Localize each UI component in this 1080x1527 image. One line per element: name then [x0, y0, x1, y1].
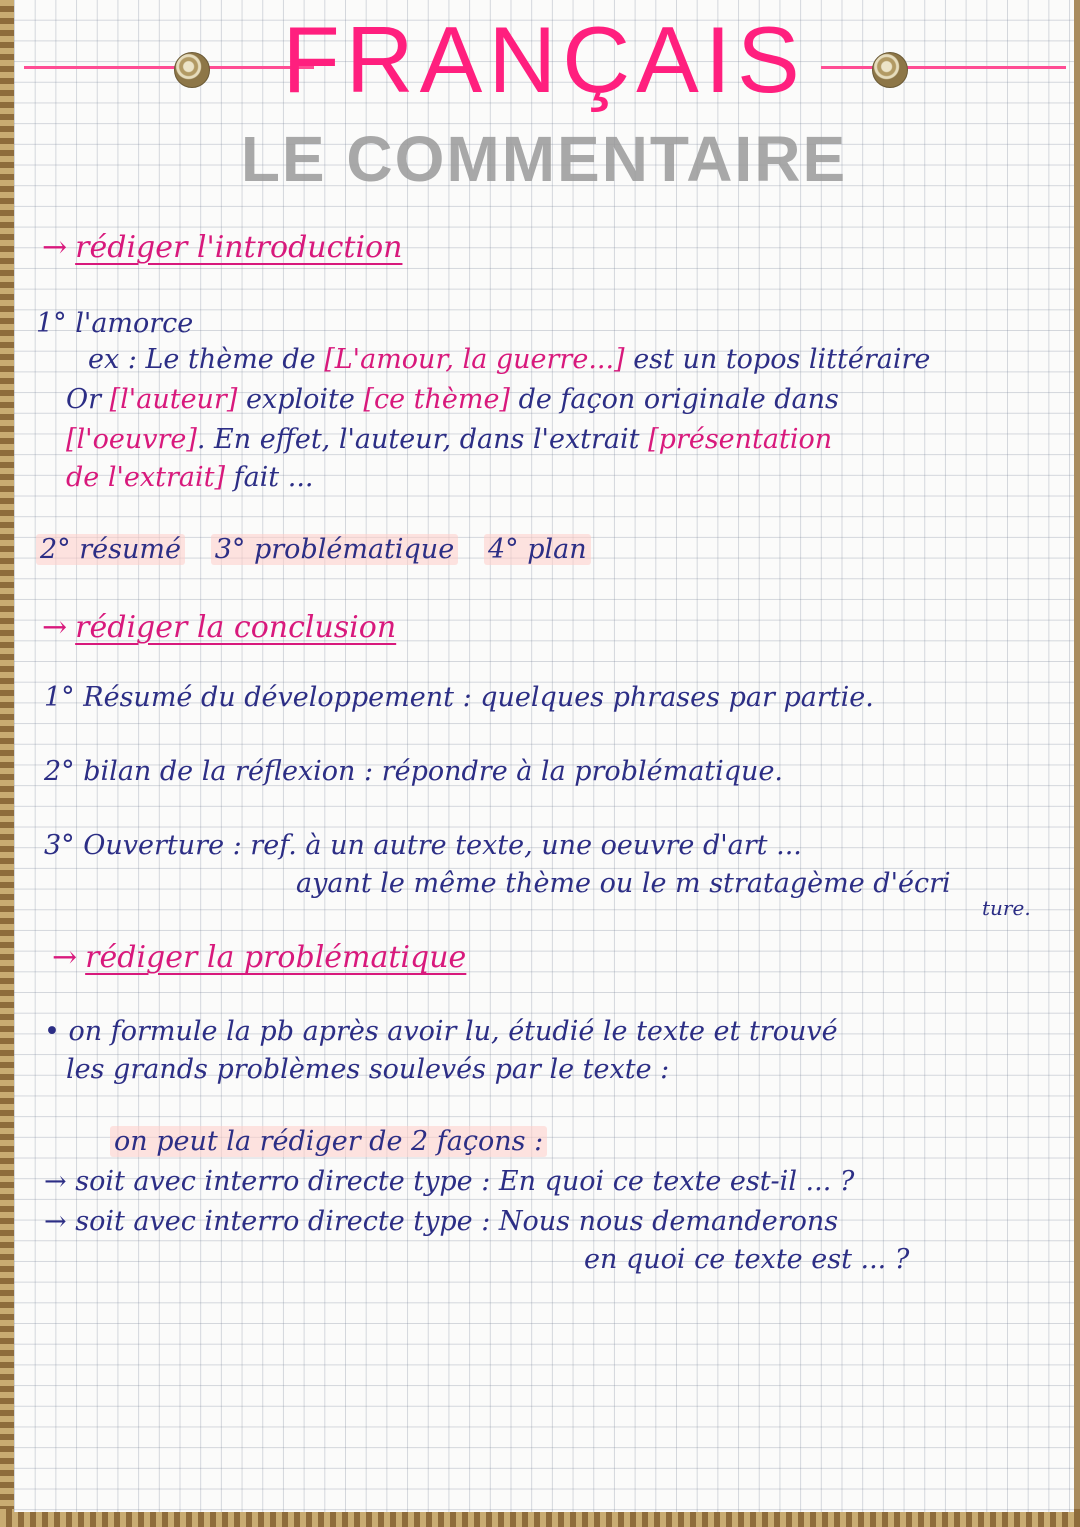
conclusion-item-3-cont: ayant le même thème ou le m stratagème d'écri	[296, 868, 951, 899]
page-subtitle: LE COMMENTAIRE	[240, 123, 848, 195]
intro-steps	[36, 534, 591, 565]
intro-example-line-2: Or [l'auteur] exploite [ce thème] de façon originale dans	[66, 384, 839, 415]
problematique-item-4-cont: en quoi ce texte est ... ?	[584, 1244, 910, 1275]
intro-item-amorce: 1° l'amorce	[36, 308, 194, 339]
arrow-right-icon: →	[52, 940, 78, 975]
intro-example-line-4: de l'extrait] fait ...	[66, 462, 314, 493]
arrow-right-icon: →	[44, 1206, 67, 1237]
problematique-item-1: • on formule la pb après avoir lu, étudié le texte et trouvé	[44, 1016, 838, 1047]
problematique-item-1-cont: les grands problèmes soulevés par le texte :	[66, 1054, 670, 1085]
conclusion-item-2: 2° bilan de la réflexion : répondre à la problématique.	[44, 756, 784, 787]
intro-item-resume: 2° résumé	[36, 534, 185, 565]
intro-example-line-1: ex : Le thème de [L'amour, la guerre...] est un topos littéraire	[88, 344, 931, 375]
conclusion-item-1: 1° Résumé du développement : quelques phrases par partie.	[44, 682, 874, 713]
conclusion-item-3-end: ture.	[982, 896, 1031, 920]
section-heading-problematique: → rédiger la problématique	[52, 940, 467, 975]
page-title: FRANÇAIS	[282, 7, 806, 112]
arrow-right-icon: →	[44, 1166, 67, 1197]
intro-item-problematique: 3° problématique	[211, 534, 458, 565]
section-heading-introduction: → rédiger l'introduction	[42, 230, 403, 265]
problematique-item-2: on peut la rédiger de 2 façons :	[110, 1126, 547, 1157]
notebook-page	[14, 0, 1074, 1512]
intro-example-line-3: [l'oeuvre]. En effet, l'auteur, dans l'extrait [présentation	[66, 424, 833, 455]
conclusion-item-3: 3° Ouverture : ref. à un autre texte, une oeuvre d'art ...	[44, 830, 802, 861]
bullet-icon: •	[44, 1016, 60, 1047]
arrow-right-icon: →	[42, 230, 68, 265]
problematique-item-4: → soit avec interro directe type : Nous nous demanderons	[44, 1206, 839, 1237]
arrow-right-icon: →	[42, 610, 68, 645]
problematique-item-3: → soit avec interro directe type : En quoi ce texte est-il ... ?	[44, 1166, 855, 1197]
intro-item-plan: 4° plan	[484, 534, 591, 565]
section-heading-conclusion: → rédiger la conclusion	[42, 610, 397, 645]
